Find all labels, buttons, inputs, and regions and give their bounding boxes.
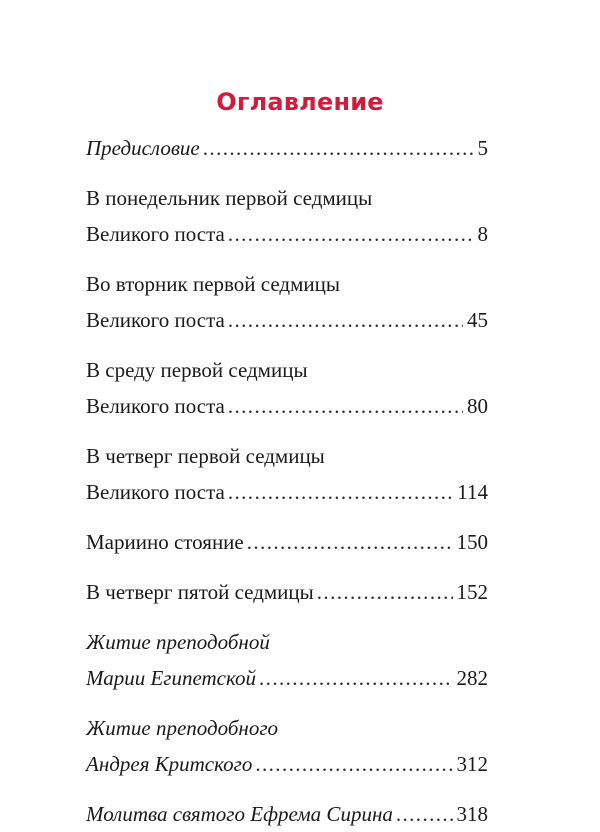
toc-entry-title: В четверг пятой седмицы [86, 580, 314, 604]
dot-leader [228, 388, 463, 424]
toc-page-number: 152 [456, 580, 488, 604]
toc-page-number: 5 [477, 136, 488, 160]
dot-leader [228, 474, 453, 510]
toc-entry-title-line: Житие преподобного [86, 716, 279, 740]
toc-entry[interactable] [86, 710, 488, 782]
toc-entry[interactable] [86, 574, 488, 610]
toc-entry[interactable] [86, 352, 488, 424]
toc-entry[interactable] [86, 796, 488, 832]
toc-entry[interactable] [86, 266, 488, 338]
toc-entry-title-line: Великого поста [86, 222, 225, 246]
dot-leader [228, 216, 474, 252]
toc-page-number: 150 [456, 530, 488, 554]
toc-title: Оглавление [216, 88, 384, 116]
toc-entry-title: Предисловие [86, 136, 200, 160]
toc-entry-title-line: Великого поста [86, 394, 225, 418]
dot-leader [203, 130, 474, 166]
toc-entry-title-line: Великого поста [86, 480, 225, 504]
toc-page-number: 80 [467, 394, 488, 418]
dot-leader [396, 796, 453, 832]
toc-entry[interactable] [86, 438, 488, 510]
toc-entry-title-line: В четверг первой седмицы [86, 444, 325, 468]
dot-leader [255, 746, 452, 782]
toc-page-number: 312 [456, 752, 488, 776]
toc-page-number: 45 [467, 308, 488, 332]
toc-page-number: 318 [456, 802, 488, 826]
toc-entry-title: Мариино стояние [86, 530, 244, 554]
toc-entry-title-line: Андрея Критского [86, 752, 253, 776]
dot-leader [228, 302, 463, 338]
toc-entry-title-line: Марии Египетской [86, 666, 257, 690]
toc-entry-title-line: Великого поста [86, 308, 225, 332]
toc-entry-title-line: Во вторник первой седмицы [86, 272, 340, 296]
toc-entry[interactable] [86, 524, 488, 560]
toc-entry[interactable] [86, 624, 488, 696]
toc-entry[interactable] [86, 180, 488, 252]
toc-entry-title-line: В среду первой седмицы [86, 358, 308, 382]
toc-entry-title-line: В понедельник первой седмицы [86, 186, 373, 210]
toc-entry-title-line: Житие преподобной [86, 630, 270, 654]
dot-leader [317, 574, 453, 610]
toc-page-number: 114 [457, 480, 488, 504]
toc-list [86, 130, 488, 832]
toc-entry[interactable] [86, 130, 488, 166]
toc-page-number: 282 [456, 666, 488, 690]
toc-entry-title: Молитва святого Ефрема Сирина [86, 802, 393, 826]
toc-page-number: 8 [477, 222, 488, 246]
dot-leader [259, 660, 452, 696]
dot-leader [247, 524, 453, 560]
